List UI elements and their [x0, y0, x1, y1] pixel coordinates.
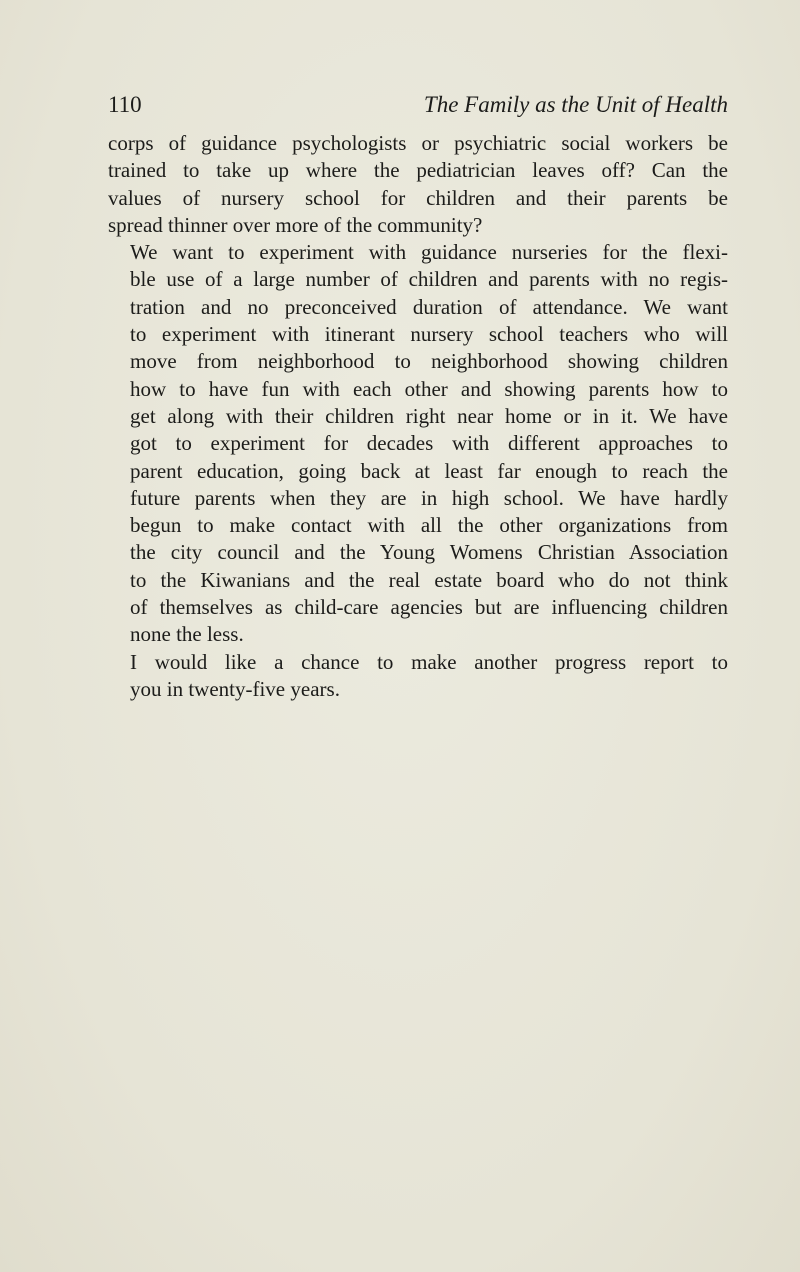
body-text: [108, 130, 728, 703]
text-line: values of nursery school for children and their parents be: [108, 185, 728, 210]
text-line: spread thinner over more of the community?: [108, 212, 483, 237]
running-head: [108, 90, 728, 124]
text-line: I would like a chance to make another progress report to: [130, 649, 728, 674]
text-line: begun to make contact with all the other organizations from: [130, 513, 728, 538]
text-line: got to experiment for decades with different approaches to: [130, 431, 728, 456]
paragraph-1: [108, 130, 728, 239]
text-line: the city council and the Young Womens Christian Association: [130, 540, 728, 565]
text-line: ble use of a large number of children and parents with no regis-: [130, 267, 728, 292]
page-number: 110: [108, 92, 142, 117]
running-title: The Family as the Unit of Health: [423, 92, 728, 117]
text-line: of themselves as child-care agencies but are influencing children: [130, 595, 728, 620]
text-line: to the Kiwanians and the real estate board who do not think: [130, 567, 728, 592]
text-line: parent education, going back at least far enough to reach the: [130, 458, 728, 483]
text-line: We want to experiment with guidance nurseries for the flexi-: [130, 240, 728, 265]
text-line: move from neighborhood to neighborhood showing children: [130, 349, 728, 374]
text-line: get along with their children right near home or in it. We have: [130, 403, 728, 428]
text-line: to experiment with itinerant nursery school teachers who will: [130, 322, 728, 347]
text-line: future parents when they are in high school. We have hardly: [130, 485, 728, 510]
text-line: corps of guidance psychologists or psychiatric social workers be: [108, 131, 728, 155]
text-line: none the less.: [130, 622, 244, 647]
text-line: you in twenty-five years.: [130, 676, 340, 701]
paragraph-3: [108, 649, 728, 704]
paragraph-2: [108, 239, 728, 648]
text-line: tration and no preconceived duration of attendance. We want: [130, 294, 728, 319]
text-line: trained to take up where the pediatrician leaves off? Can the: [108, 158, 728, 183]
text-line: how to have fun with each other and showing parents how to: [130, 376, 728, 401]
